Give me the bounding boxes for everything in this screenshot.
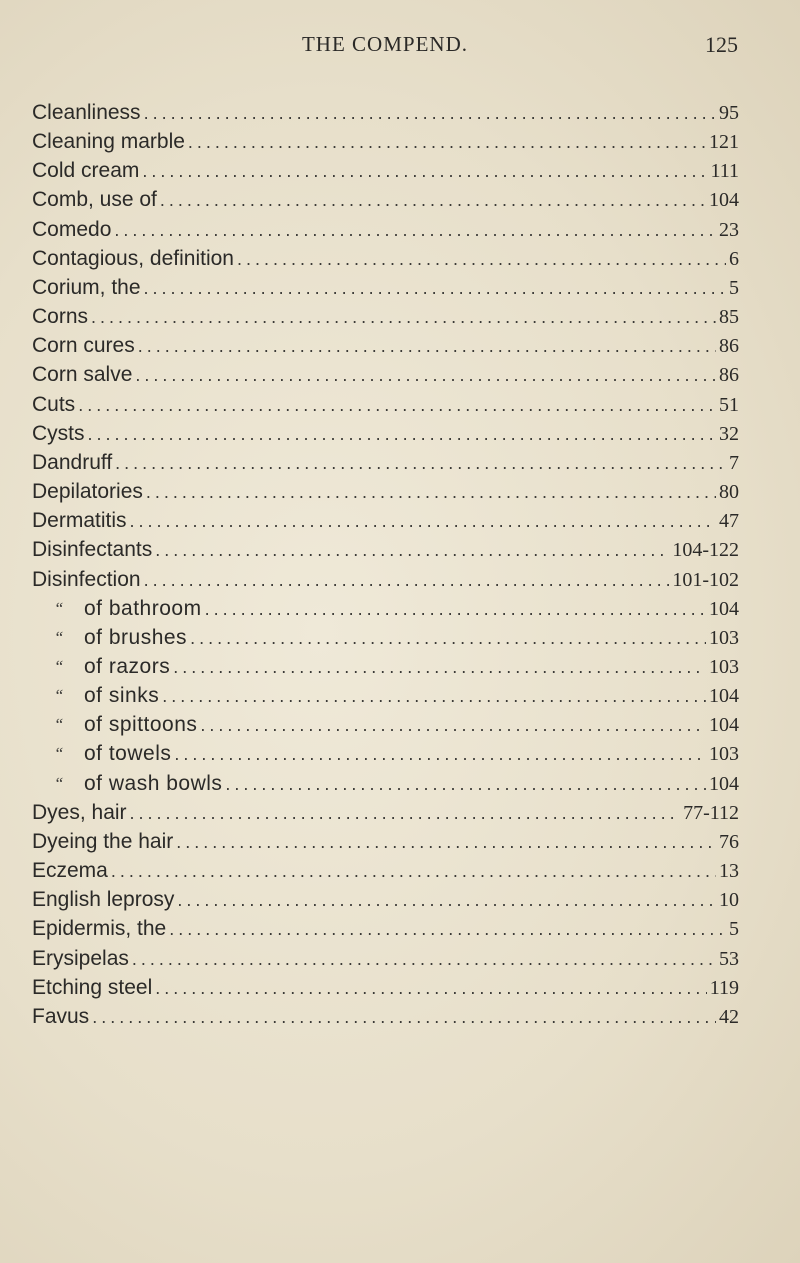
ditto-mark: “: [54, 686, 64, 706]
entry-page-number: 51: [719, 393, 739, 416]
entry-page-number: 104: [709, 714, 739, 737]
ditto-mark: “: [54, 773, 64, 793]
dot-leader: [169, 915, 726, 944]
entry-page-number: 13: [719, 860, 739, 883]
entry-term: Dyeing the hair: [32, 829, 174, 853]
index-list: [32, 98, 739, 1031]
entry-term: Favus: [32, 1004, 90, 1028]
index-entry: [32, 885, 739, 914]
index-entry: [32, 477, 739, 506]
index-subentry: [32, 652, 739, 681]
entry-term: Corns: [32, 305, 89, 329]
entry-page-number: 53: [719, 947, 739, 970]
dot-leader: [173, 653, 706, 682]
dot-leader: [237, 245, 726, 274]
dot-leader: [200, 711, 706, 740]
entry-term: Comb, use of: [32, 188, 157, 212]
index-entry: [32, 127, 739, 156]
ditto-mark: “: [54, 715, 64, 735]
entry-term: Disinfection: [32, 567, 141, 591]
dot-leader: [114, 216, 716, 245]
entry-page-number: 119: [709, 976, 739, 999]
dot-leader: [130, 799, 681, 828]
index-subentry: [32, 623, 739, 652]
entry-term: Cleanliness: [32, 101, 141, 124]
entry-page-number: 104-122: [672, 539, 739, 562]
index-entry: [32, 944, 739, 973]
index-entry: [32, 856, 739, 885]
entry-page-number: 104: [709, 772, 739, 795]
index-subentry: [32, 739, 739, 768]
ditto-mark: “: [54, 627, 64, 647]
dot-leader: [138, 332, 716, 361]
page-title: THE COMPEND.: [301, 32, 468, 56]
index-entry: [32, 535, 739, 564]
index-entry: [32, 273, 739, 302]
entry-term: Depilatories: [32, 480, 143, 504]
entry-term: Erysipelas: [32, 946, 129, 970]
index-subentry: [32, 769, 739, 798]
entry-page-number: 6: [729, 247, 739, 270]
entry-term: of spittoons: [84, 713, 198, 737]
running-head: [32, 32, 738, 60]
entry-term: Eczema: [32, 859, 108, 883]
entry-term: Disinfectants: [32, 538, 153, 562]
entry-page-number: 5: [729, 918, 739, 941]
index-entry: [32, 798, 739, 827]
entry-page-number: 121: [709, 131, 739, 154]
dot-leader: [155, 974, 706, 1003]
dot-leader: [188, 128, 706, 157]
index-entry: [32, 419, 739, 448]
entry-page-number: 103: [709, 655, 739, 678]
dot-leader: [135, 361, 716, 390]
index-entry: [32, 1002, 739, 1031]
ditto-mark: “: [54, 744, 64, 764]
entry-page-number: 86: [719, 364, 739, 387]
entry-term: Cuts: [32, 392, 76, 416]
index-entry: [32, 185, 739, 214]
entry-term: Epidermis, the: [32, 917, 167, 941]
entry-term: of towels: [84, 742, 172, 766]
index-entry: [32, 973, 739, 1002]
dot-leader: [88, 420, 717, 449]
index-entry: [32, 156, 739, 185]
index-subentry: [32, 594, 739, 623]
dot-leader: [144, 274, 726, 303]
entry-page-number: 80: [719, 481, 739, 504]
index-entry: [32, 331, 739, 360]
entry-term: Comedo: [32, 217, 112, 241]
dot-leader: [205, 595, 706, 624]
entry-term: Cold cream: [32, 159, 140, 183]
ditto-mark: “: [54, 598, 64, 618]
entry-term: Cleaning marble: [32, 130, 185, 154]
dot-leader: [115, 449, 726, 478]
dot-leader: [142, 157, 707, 186]
dot-leader: [146, 478, 716, 507]
dot-leader: [91, 303, 716, 332]
entry-term: Dermatitis: [32, 509, 127, 533]
entry-term: English leprosy: [32, 888, 175, 912]
entry-page-number: 103: [709, 743, 739, 766]
entry-term: Corn cures: [32, 334, 135, 358]
index-entry: [32, 98, 739, 127]
entry-page-number: 111: [710, 160, 739, 183]
entry-page-number: 104: [709, 597, 739, 620]
entry-page-number: 86: [719, 335, 739, 358]
index-entry: [32, 565, 739, 594]
dot-leader: [78, 391, 716, 420]
entry-term: Corn salve: [32, 363, 133, 387]
entry-term: of bathroom: [84, 596, 202, 620]
entry-page-number: 104: [709, 685, 739, 708]
entry-page-number: 47: [719, 510, 739, 533]
entry-term: Dyes, hair: [32, 800, 127, 824]
dot-leader: [92, 1003, 716, 1032]
entry-term: Dandruff: [32, 450, 113, 474]
dot-leader: [130, 507, 716, 536]
dot-leader: [176, 828, 716, 857]
dot-leader: [225, 770, 706, 799]
index-subentry: [32, 681, 739, 710]
dot-leader: [177, 886, 716, 915]
entry-term: Contagious, definition: [32, 246, 234, 270]
entry-page-number: 10: [719, 889, 739, 912]
index-subentry: [32, 710, 739, 739]
dot-leader: [162, 682, 706, 711]
index-entry: [32, 360, 739, 389]
entry-term: Corium, the: [32, 275, 141, 299]
ditto-mark: “: [54, 656, 64, 676]
dot-leader: [144, 566, 670, 595]
entry-term: of razors: [84, 654, 171, 678]
entry-page-number: 77-112: [683, 801, 739, 824]
entry-page-number: 23: [719, 218, 739, 241]
entry-term: Cysts: [32, 421, 85, 445]
entry-page-number: 42: [719, 1005, 739, 1028]
entry-page-number: 104: [709, 189, 739, 212]
dot-leader: [160, 186, 706, 215]
entry-term: of wash bowls: [84, 771, 223, 795]
page-number: 125: [705, 32, 738, 57]
entry-page-number: 95: [719, 102, 739, 124]
entry-term: Etching steel: [32, 975, 153, 999]
dot-leader: [190, 624, 706, 653]
dot-leader: [132, 945, 716, 974]
entry-term: of brushes: [84, 625, 188, 649]
entry-page-number: 103: [709, 626, 739, 649]
index-entry: [32, 215, 739, 244]
entry-page-number: 101-102: [672, 568, 739, 591]
dot-leader: [144, 99, 716, 128]
entry-term: of sinks: [84, 684, 160, 708]
entry-page-number: 76: [719, 830, 739, 853]
dot-leader: [174, 740, 706, 769]
index-entry: [32, 827, 739, 856]
entry-page-number: 7: [729, 451, 739, 474]
dot-leader: [155, 536, 669, 565]
index-entry: [32, 914, 739, 943]
index-entry: [32, 244, 739, 273]
index-entry: [32, 506, 739, 535]
dot-leader: [111, 857, 716, 886]
entry-page-number: 32: [719, 422, 739, 445]
entry-page-number: 5: [729, 276, 739, 299]
entry-page-number: 85: [719, 306, 739, 329]
index-entry: [32, 302, 739, 331]
index-entry: [32, 390, 739, 419]
index-entry: [32, 448, 739, 477]
